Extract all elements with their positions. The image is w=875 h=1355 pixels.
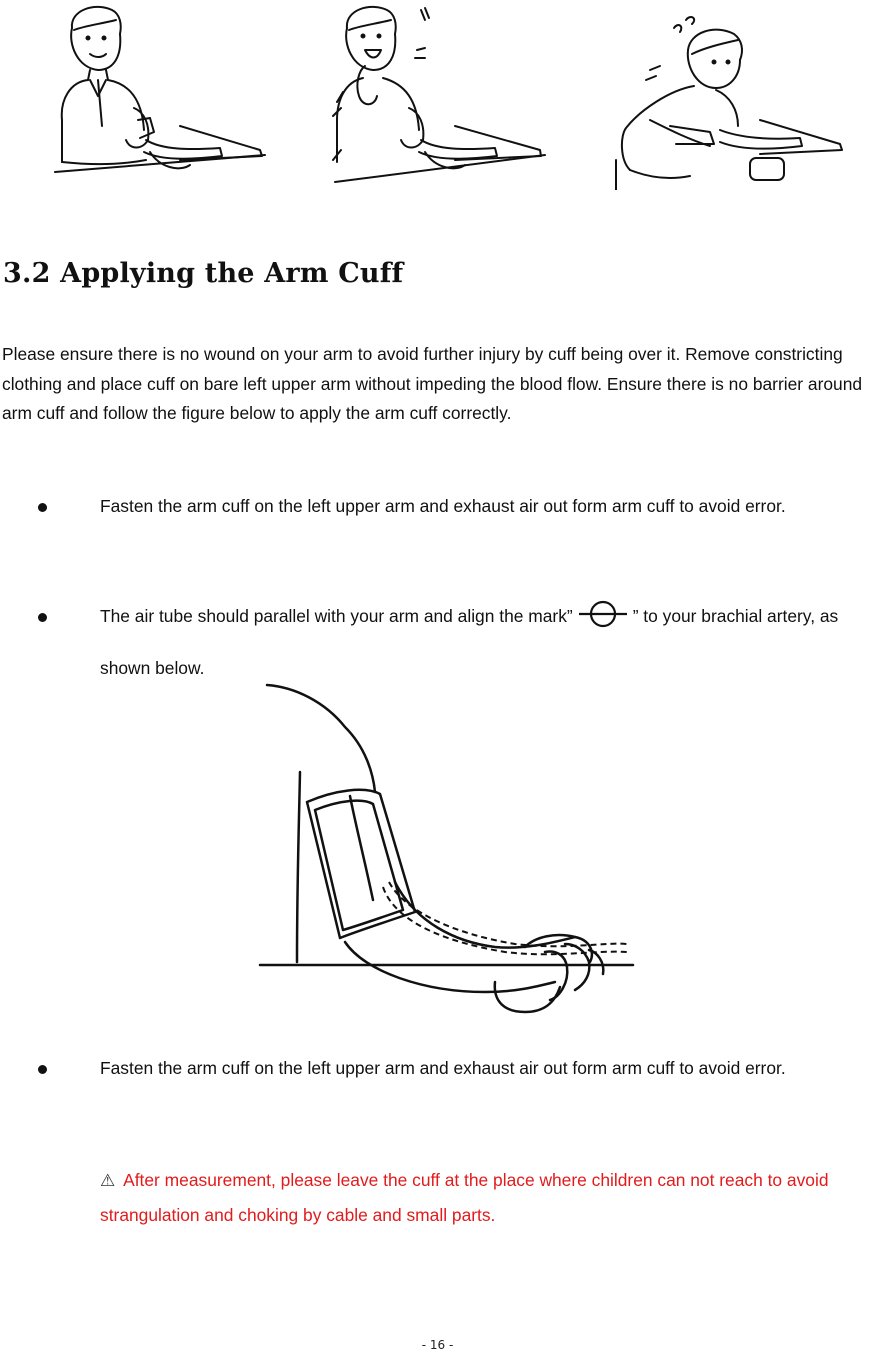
page-number: - 16 - xyxy=(421,1338,454,1352)
warning-text: After measurement, please leave the cuff at the place where children can not reach to avoid strangulation and choking by cable and small parts. xyxy=(100,1170,829,1225)
bullet-dot-icon xyxy=(38,613,47,622)
section-heading: 3.2 Applying the Arm Cuff xyxy=(3,258,404,289)
arm-cuff-illustration xyxy=(255,682,640,1032)
warning-triangle-icon: ⚠ xyxy=(100,1171,116,1191)
artery-mark-icon xyxy=(577,600,629,628)
bullet-text-after: ” to your brachial artery, as shown below. xyxy=(100,606,839,678)
bullet-dot-icon xyxy=(38,1065,47,1074)
bullet-text xyxy=(100,590,875,694)
illustration-correct-posture xyxy=(50,0,270,190)
illustration-leaning-posture xyxy=(610,10,845,190)
warning-note xyxy=(100,1163,860,1232)
illustration-talking-posture xyxy=(325,0,550,190)
bullet-text: Fasten the arm cuff on the left upper arm and exhaust air out form arm cuff to avoid error. xyxy=(100,496,786,516)
bullet-dot-icon xyxy=(38,503,47,512)
bullet-text: Fasten the arm cuff on the left upper arm and exhaust air out form arm cuff to avoid error. xyxy=(100,1058,786,1078)
intro-paragraph: Please ensure there is no wound on your arm to avoid further injury by cuff being over it. Remove constricting clothing and place cuff on bare left upper arm without impeding the blood flow. Ensure there is no barrier around arm cuff and follow the figure below to apply the arm cuff correctly. xyxy=(2,344,863,423)
bullet-text-before: The air tube should parallel with your arm and align the mark” xyxy=(100,606,573,626)
